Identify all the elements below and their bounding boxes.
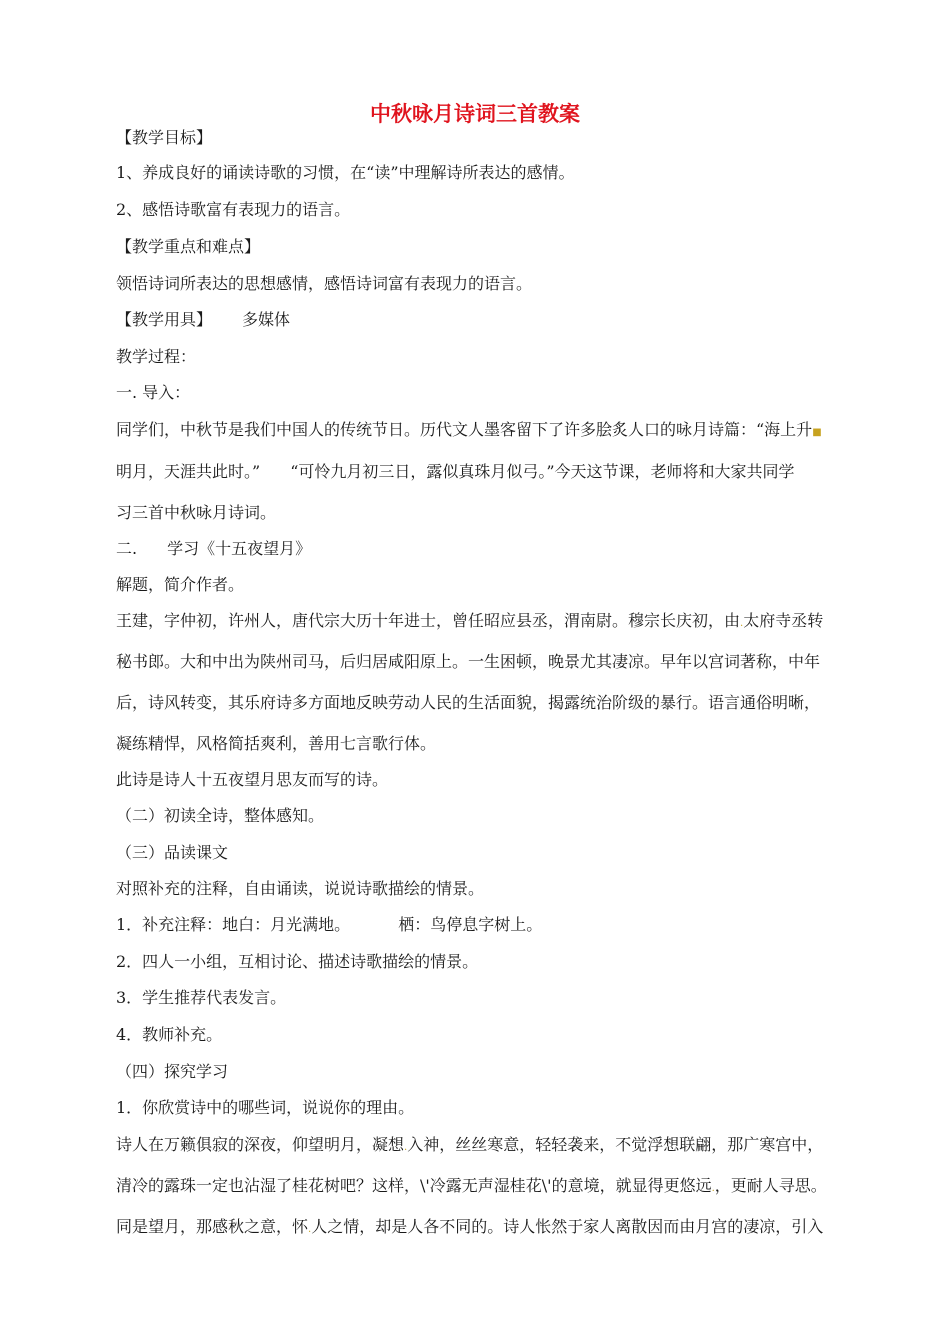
bio-line-1 xyxy=(116,611,876,634)
answer-line-1 xyxy=(116,1135,876,1158)
answer-line-2 xyxy=(116,1176,876,1199)
bio-text-1a: 王建，字仲初，许州人，唐代宗大历十年进士，曾任昭应县丞，渭南尉。穆宗长庆初，由 xyxy=(116,611,741,630)
key-points-text: 领悟诗词所表达的思想感情，感悟诗词富有表现力的语言。 xyxy=(116,274,533,293)
tools-value: 多媒体 xyxy=(242,310,291,329)
intro-line-1 xyxy=(116,420,876,443)
bio-line-3: 后，诗风转变，其乐府诗多方面地反映劳动人民的生活面貌，揭露统治阶级的暴行。语言通俗明晰， xyxy=(116,693,821,712)
part-3-heading: （三）品读课文 xyxy=(116,843,229,862)
note-3: 3．学生推荐代表发言。 xyxy=(116,988,287,1007)
annotation-mark: . xyxy=(740,618,744,629)
objectives-heading: 【教学目标】 xyxy=(116,128,213,147)
intro-line-3: 习三首中秋咏月诗词。 xyxy=(116,503,277,522)
answer-text-3b: 人之情，却是人各不同的。诗人怅然于家人离散因而由月宫的凄凉，引入 xyxy=(311,1217,824,1236)
intro-line-2 xyxy=(116,462,876,482)
note-1b: 栖：鸟停息字树上。 xyxy=(398,915,543,934)
part-4-heading: （四）探究学习 xyxy=(116,1062,229,1081)
section-1-heading: 一. 导入： xyxy=(116,383,191,402)
answer-line-3 xyxy=(116,1217,876,1240)
process-heading: 教学过程： xyxy=(116,347,197,366)
part-2-heading: （二）初读全诗，整体感知。 xyxy=(116,806,325,825)
answer-text-2b: ，更耐人寻思。 xyxy=(714,1176,827,1195)
annotation-mark: . xyxy=(404,1142,408,1153)
question-1: 1．你欣赏诗中的哪些词，说说你的理由。 xyxy=(116,1098,415,1117)
intro-text-2a: 明月，天涯共此时。” xyxy=(116,462,261,481)
poem-note: 此诗是诗人十五夜望月思友而写的诗。 xyxy=(116,770,389,789)
bio-line-2: 秘书郎。大和中出为陕州司马，后归居咸阳原上。一生困顿，晚景尤其凄凉。早年以宫词著称，中年 xyxy=(116,652,821,671)
answer-text-3a: 同是望月，那感秋之意，怀 xyxy=(116,1217,309,1236)
answer-text-2a: 清冷的露珠一定也沾湿了桂花树吧？这样，\'冷露无声湿桂花\'的意境，就显得更悠远 xyxy=(116,1176,712,1195)
key-points-heading: 【教学重点和难点】 xyxy=(116,237,261,256)
section-2-heading xyxy=(116,539,876,559)
annotation-mark: . xyxy=(711,1183,715,1194)
answer-text-1a: 诗人在万籁俱寂的深夜，仰望明月，凝 xyxy=(116,1135,389,1154)
intro-text-2b: “可怜九月初三日，露似真珠月似弓。”今天这节课，老师将和大家共同学 xyxy=(290,462,795,481)
note-1 xyxy=(116,915,876,935)
tools-heading: 【教学用具】 xyxy=(116,310,213,329)
answer-text-1b: 想 xyxy=(388,1135,405,1154)
objective-1: 1、养成良好的诵读诗歌的习惯，在“读”中理解诗所表达的感情。 xyxy=(116,163,575,182)
annotation-mark: ■ xyxy=(812,427,822,438)
document-title: 中秋咏月诗词三首教案 xyxy=(370,102,580,126)
objective-2: 2、感悟诗歌富有表现力的语言。 xyxy=(116,200,351,219)
note-1a: 1．补充注释：地白：月光满地。 xyxy=(116,915,351,934)
note-2: 2．四人一小组，互相讨论、描述诗歌描绘的情景。 xyxy=(116,952,479,971)
section-2-number: 二. xyxy=(116,539,138,558)
title-explanation: 解题，简介作者。 xyxy=(116,575,245,594)
compare-instruction: 对照补充的注释，自由诵读，说说诗歌描绘的情景。 xyxy=(116,879,485,898)
annotation-mark: . xyxy=(308,1224,312,1235)
note-4: 4．教师补充。 xyxy=(116,1025,223,1044)
bio-text-1b: 太府寺丞转 xyxy=(743,611,824,630)
tools-line xyxy=(116,310,876,330)
intro-text-1: 同学们，中秋节是我们中国人的传统节日。历代文人墨客留下了许多脍炙人口的咏月诗篇：“海上升 xyxy=(116,420,813,439)
section-2-title: 学习《十五夜望月》 xyxy=(167,539,312,558)
bio-line-4: 凝练精悍，风格简括爽利，善用七言歌行体。 xyxy=(116,734,437,753)
answer-text-1c: 入神，丝丝寒意，轻轻袭来，不觉浮想联翩，那广寒宫中， xyxy=(407,1135,824,1154)
